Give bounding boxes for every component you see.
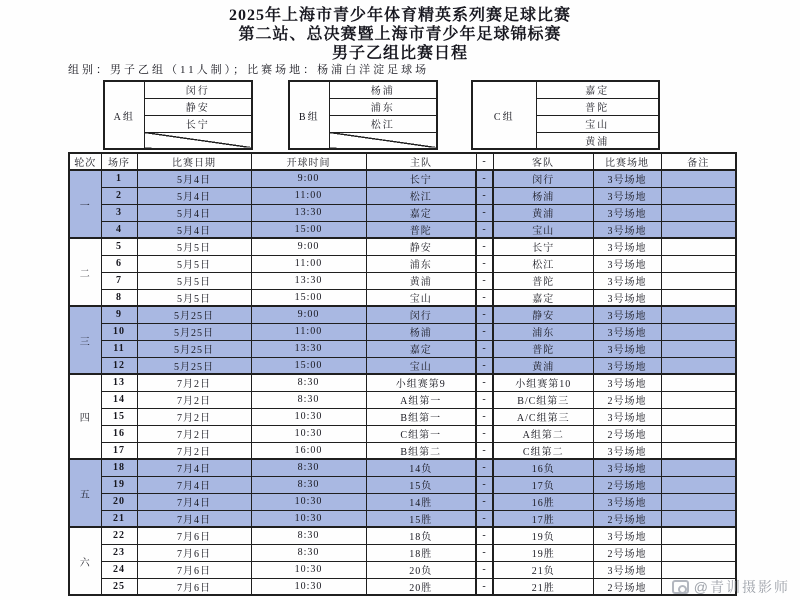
schedule-row [69, 323, 736, 340]
match-note [661, 510, 736, 527]
match-no: 20 [101, 493, 137, 510]
match-venue: 3号场地 [593, 306, 661, 323]
match-venue: 3号场地 [593, 374, 661, 391]
match-venue: 3号场地 [593, 561, 661, 578]
match-note [661, 187, 736, 204]
match-away: 黄浦 [493, 204, 593, 221]
match-date: 7月4日 [137, 459, 251, 476]
schedule-row [69, 374, 736, 391]
match-no: 2 [101, 187, 137, 204]
match-home: 宝山 [366, 357, 476, 374]
col-header-note: 备注 [661, 153, 736, 170]
match-vs: - [476, 527, 493, 544]
schedule-row [69, 459, 736, 476]
group-row [104, 81, 252, 98]
match-vs: - [476, 459, 493, 476]
match-no: 17 [101, 442, 137, 459]
match-venue: 3号场地 [593, 204, 661, 221]
match-vs: - [476, 306, 493, 323]
match-away: 长宁 [493, 238, 593, 255]
match-away: 嘉定 [493, 289, 593, 306]
match-home: 松江 [366, 187, 476, 204]
match-no: 15 [101, 408, 137, 425]
match-venue: 3号场地 [593, 272, 661, 289]
match-no: 14 [101, 391, 137, 408]
match-time: 15:00 [251, 357, 366, 374]
schedule-row [69, 391, 736, 408]
match-vs: - [476, 289, 493, 306]
match-note [661, 544, 736, 561]
match-home: B组第一 [366, 408, 476, 425]
schedule-row [69, 442, 736, 459]
match-date: 7月4日 [137, 510, 251, 527]
match-no: 24 [101, 561, 137, 578]
match-date: 7月2日 [137, 391, 251, 408]
match-time: 10:30 [251, 578, 366, 595]
match-date: 5月5日 [137, 272, 251, 289]
match-note [661, 476, 736, 493]
match-no: 10 [101, 323, 137, 340]
match-time: 8:30 [251, 391, 366, 408]
match-vs: - [476, 374, 493, 391]
match-venue: 2号场地 [593, 510, 661, 527]
match-date: 5月5日 [137, 255, 251, 272]
schedule-row [69, 493, 736, 510]
match-date: 7月6日 [137, 527, 251, 544]
match-date: 7月2日 [137, 374, 251, 391]
match-away: 浦东 [493, 323, 593, 340]
match-away: 黄浦 [493, 357, 593, 374]
watermark [672, 577, 790, 597]
match-time: 8:30 [251, 476, 366, 493]
match-date: 5月5日 [137, 289, 251, 306]
match-away: 松江 [493, 255, 593, 272]
match-date: 5月25日 [137, 306, 251, 323]
match-no: 9 [101, 306, 137, 323]
match-home: 普陀 [366, 221, 476, 238]
match-note [661, 408, 736, 425]
match-date: 7月2日 [137, 408, 251, 425]
match-home: 20负 [366, 561, 476, 578]
match-home: 小组赛第9 [366, 374, 476, 391]
match-venue: 3号场地 [593, 459, 661, 476]
match-away: 21胜 [493, 578, 593, 595]
schedule-row [69, 238, 736, 255]
match-note [661, 221, 736, 238]
match-venue: 3号场地 [593, 170, 661, 187]
match-time: 10:30 [251, 425, 366, 442]
match-time: 8:30 [251, 527, 366, 544]
match-venue: 2号场地 [593, 544, 661, 561]
match-time: 13:30 [251, 204, 366, 221]
match-no: 6 [101, 255, 137, 272]
group-label: B组 [289, 81, 329, 149]
match-home: 14胜 [366, 493, 476, 510]
match-date: 5月4日 [137, 170, 251, 187]
match-date: 5月4日 [137, 221, 251, 238]
group-team-cell: 闵行 [144, 81, 252, 98]
match-home: 嘉定 [366, 204, 476, 221]
match-venue: 3号场地 [593, 187, 661, 204]
schedule-row [69, 170, 736, 187]
match-away: 17负 [493, 476, 593, 493]
match-away: 19胜 [493, 544, 593, 561]
match-date: 5月25日 [137, 357, 251, 374]
match-venue: 2号场地 [593, 578, 661, 595]
match-away: 普陀 [493, 340, 593, 357]
schedule-row [69, 204, 736, 221]
col-header-match-no: 场序 [101, 153, 137, 170]
schedule-row [69, 187, 736, 204]
match-date: 7月6日 [137, 578, 251, 595]
col-header-time: 开球时间 [251, 153, 366, 170]
match-away: 16负 [493, 459, 593, 476]
match-date: 7月4日 [137, 476, 251, 493]
match-venue: 3号场地 [593, 255, 661, 272]
match-date: 7月2日 [137, 442, 251, 459]
round-label: 一 [69, 170, 101, 238]
match-note [661, 425, 736, 442]
group-row [472, 81, 659, 98]
match-time: 8:30 [251, 544, 366, 561]
title-line-3: 男子乙组比赛日程 [331, 45, 468, 62]
match-vs: - [476, 170, 493, 187]
match-away: 静安 [493, 306, 593, 323]
match-away: 闵行 [493, 170, 593, 187]
match-no: 7 [101, 272, 137, 289]
schedule-header-row [69, 153, 736, 170]
match-vs: - [476, 255, 493, 272]
group-team-cell [329, 132, 437, 149]
match-date: 5月25日 [137, 323, 251, 340]
match-home: B组第二 [366, 442, 476, 459]
match-no: 4 [101, 221, 137, 238]
match-note [661, 204, 736, 221]
group-team-cell: 长宁 [144, 115, 252, 132]
document-title-block [0, 6, 800, 63]
match-date: 5月4日 [137, 204, 251, 221]
match-home: C组第一 [366, 425, 476, 442]
match-no: 5 [101, 238, 137, 255]
group-label: A组 [104, 81, 144, 149]
match-time: 8:30 [251, 374, 366, 391]
match-time: 10:30 [251, 493, 366, 510]
match-home: 静安 [366, 238, 476, 255]
match-time: 13:30 [251, 340, 366, 357]
match-note [661, 340, 736, 357]
match-time: 11:00 [251, 255, 366, 272]
round-label: 三 [69, 306, 101, 374]
match-venue: 3号场地 [593, 408, 661, 425]
match-time: 10:30 [251, 561, 366, 578]
match-away: A组第二 [493, 425, 593, 442]
schedule-row [69, 306, 736, 323]
match-no: 16 [101, 425, 137, 442]
match-no: 21 [101, 510, 137, 527]
match-date: 5月5日 [137, 238, 251, 255]
match-away: A/C组第三 [493, 408, 593, 425]
group-table-1 [288, 80, 438, 150]
match-date: 7月6日 [137, 561, 251, 578]
match-note [661, 459, 736, 476]
match-venue: 3号场地 [593, 289, 661, 306]
round-label: 五 [69, 459, 101, 527]
match-venue: 3号场地 [593, 493, 661, 510]
group-row [289, 81, 437, 98]
match-vs: - [476, 221, 493, 238]
schedule-row [69, 272, 736, 289]
match-no: 8 [101, 289, 137, 306]
match-away: 16胜 [493, 493, 593, 510]
group-team-cell: 宝山 [536, 115, 659, 132]
schedule-row [69, 289, 736, 306]
match-vs: - [476, 204, 493, 221]
group-team-cell: 松江 [329, 115, 437, 132]
match-no: 12 [101, 357, 137, 374]
match-vs: - [476, 425, 493, 442]
match-no: 25 [101, 578, 137, 595]
group-team-cell [144, 132, 252, 149]
match-note [661, 272, 736, 289]
match-venue: 3号场地 [593, 357, 661, 374]
match-note [661, 238, 736, 255]
match-venue: 3号场地 [593, 323, 661, 340]
match-home: 20胜 [366, 578, 476, 595]
match-date: 5月25日 [137, 340, 251, 357]
match-note [661, 170, 736, 187]
match-no: 11 [101, 340, 137, 357]
schedule-row [69, 408, 736, 425]
match-away: 19负 [493, 527, 593, 544]
match-time: 11:00 [251, 187, 366, 204]
match-note [661, 289, 736, 306]
match-date: 5月4日 [137, 187, 251, 204]
schedule-row [69, 357, 736, 374]
round-label: 六 [69, 527, 101, 595]
match-vs: - [476, 391, 493, 408]
match-away: 21负 [493, 561, 593, 578]
match-vs: - [476, 323, 493, 340]
camera-logo-icon [672, 580, 689, 594]
match-home: A组第一 [366, 391, 476, 408]
schedule-row [69, 340, 736, 357]
match-note [661, 442, 736, 459]
round-label: 四 [69, 374, 101, 459]
match-time: 10:30 [251, 510, 366, 527]
col-header-home: 主队 [366, 153, 476, 170]
match-home: 宝山 [366, 289, 476, 306]
col-header-away: 客队 [493, 153, 593, 170]
match-no: 19 [101, 476, 137, 493]
match-no: 18 [101, 459, 137, 476]
match-note [661, 306, 736, 323]
watermark-text: @青训摄影师 [693, 579, 790, 595]
match-no: 22 [101, 527, 137, 544]
match-vs: - [476, 340, 493, 357]
match-time: 9:00 [251, 238, 366, 255]
schedule-row [69, 221, 736, 238]
group-table-2 [471, 80, 660, 150]
match-home: 闵行 [366, 306, 476, 323]
match-note [661, 374, 736, 391]
schedule-row [69, 255, 736, 272]
match-away: 普陀 [493, 272, 593, 289]
round-label: 二 [69, 238, 101, 306]
match-note [661, 255, 736, 272]
match-home: 15胜 [366, 510, 476, 527]
match-away: B/C组第三 [493, 391, 593, 408]
match-venue: 2号场地 [593, 425, 661, 442]
match-no: 3 [101, 204, 137, 221]
match-vs: - [476, 578, 493, 595]
group-team-cell: 杨浦 [329, 81, 437, 98]
match-home: 18负 [366, 527, 476, 544]
match-vs: - [476, 357, 493, 374]
match-venue: 2号场地 [593, 476, 661, 493]
match-venue: 2号场地 [593, 391, 661, 408]
group-team-cell: 嘉定 [536, 81, 659, 98]
col-header-round: 轮次 [69, 153, 101, 170]
match-away: 宝山 [493, 221, 593, 238]
schedule-row [69, 510, 736, 527]
match-note [661, 493, 736, 510]
match-home: 嘉定 [366, 340, 476, 357]
match-date: 7月2日 [137, 425, 251, 442]
match-home: 黄浦 [366, 272, 476, 289]
match-home: 长宁 [366, 170, 476, 187]
match-note [661, 323, 736, 340]
group-info-line: 组别：男子乙组（11人制）；比赛场地：杨浦白洋淀足球场 [68, 64, 430, 76]
schedule-row [69, 578, 736, 595]
group-table-0 [103, 80, 253, 150]
match-home: 14负 [366, 459, 476, 476]
match-vs: - [476, 238, 493, 255]
match-away: 17胜 [493, 510, 593, 527]
match-time: 15:00 [251, 221, 366, 238]
group-team-cell: 静安 [144, 98, 252, 115]
col-header-vs: - [476, 153, 493, 170]
schedule-row [69, 476, 736, 493]
match-home: 18胜 [366, 544, 476, 561]
match-time: 9:00 [251, 306, 366, 323]
schedule-row [69, 425, 736, 442]
match-venue: 3号场地 [593, 527, 661, 544]
match-vs: - [476, 561, 493, 578]
title-line-2: 第二站、总决赛暨上海市青少年足球锦标赛 [238, 26, 562, 43]
match-time: 15:00 [251, 289, 366, 306]
match-no: 1 [101, 170, 137, 187]
match-vs: - [476, 510, 493, 527]
match-away: C组第二 [493, 442, 593, 459]
schedule-row [69, 544, 736, 561]
group-team-cell: 浦东 [329, 98, 437, 115]
schedule-table [68, 152, 737, 596]
match-vs: - [476, 272, 493, 289]
match-note [661, 357, 736, 374]
match-note [661, 561, 736, 578]
group-team-cell: 普陀 [536, 98, 659, 115]
match-away: 杨浦 [493, 187, 593, 204]
match-time: 10:30 [251, 408, 366, 425]
schedule-row [69, 561, 736, 578]
match-vs: - [476, 476, 493, 493]
match-vs: - [476, 408, 493, 425]
match-venue: 3号场地 [593, 238, 661, 255]
match-vs: - [476, 493, 493, 510]
match-date: 7月6日 [137, 544, 251, 561]
match-venue: 3号场地 [593, 340, 661, 357]
title-line-1: 2025年上海市青少年体育精英系列赛足球比赛 [228, 7, 571, 24]
match-time: 8:30 [251, 459, 366, 476]
match-no: 23 [101, 544, 137, 561]
match-away: 小组赛第10 [493, 374, 593, 391]
match-vs: - [476, 544, 493, 561]
group-label: C组 [472, 81, 536, 149]
match-vs: - [476, 442, 493, 459]
match-note [661, 391, 736, 408]
col-header-venue: 比赛场地 [593, 153, 661, 170]
match-home: 15负 [366, 476, 476, 493]
group-team-cell: 黄浦 [536, 132, 659, 149]
match-vs: - [476, 187, 493, 204]
match-home: 杨浦 [366, 323, 476, 340]
schedule-row [69, 527, 736, 544]
match-date: 7月4日 [137, 493, 251, 510]
group-tables-row [0, 80, 800, 152]
match-time: 16:00 [251, 442, 366, 459]
col-header-date: 比赛日期 [137, 153, 251, 170]
match-home: 浦东 [366, 255, 476, 272]
match-time: 11:00 [251, 323, 366, 340]
match-no: 13 [101, 374, 137, 391]
match-venue: 3号场地 [593, 221, 661, 238]
match-time: 13:30 [251, 272, 366, 289]
match-venue: 3号场地 [593, 442, 661, 459]
match-note [661, 527, 736, 544]
match-time: 9:00 [251, 170, 366, 187]
